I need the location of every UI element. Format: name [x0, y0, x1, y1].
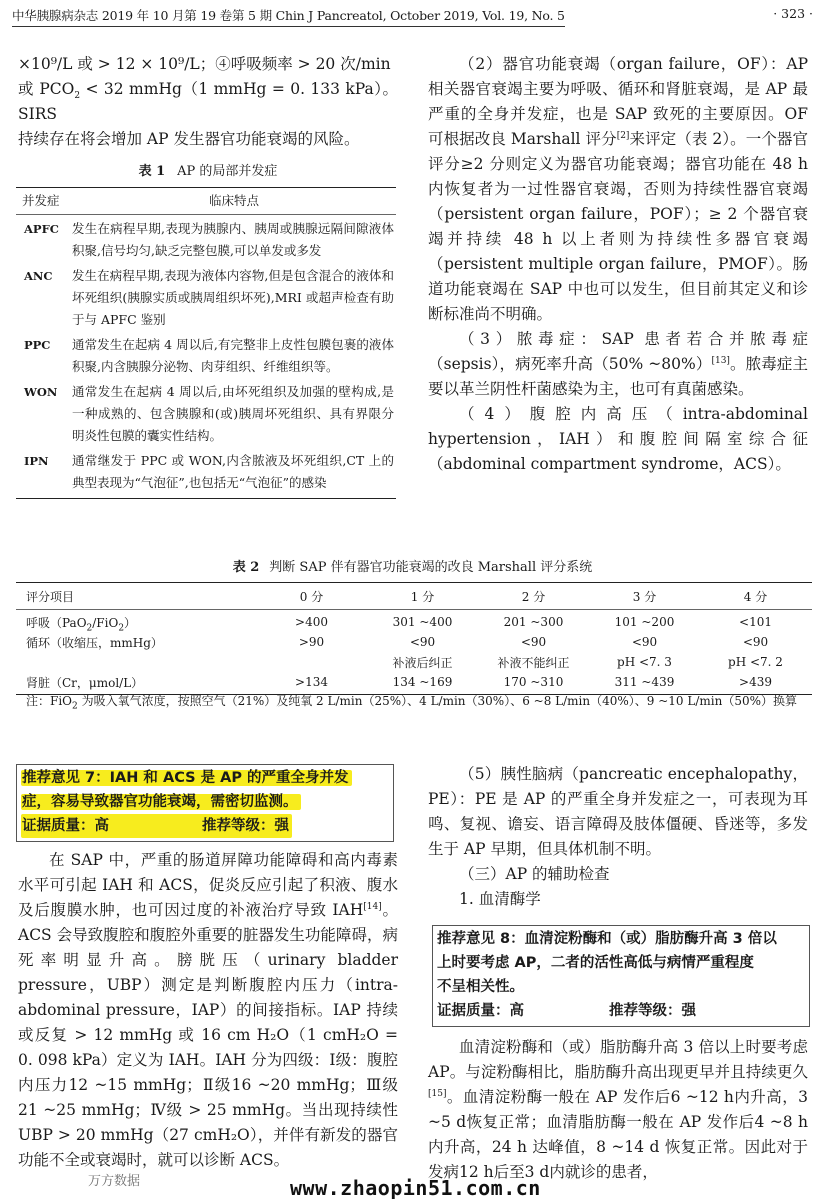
pe-paragraph: （5）胰性脑病（pancreatic encephalopathy，PE）：PE 是 AP 的严重全身并发症之一，可表现为耳鸣、复视、谵妄、语言障碍及肢体僵硬、昏迷等，多发生于 AP 早期，但具体机制不明。 — [428, 765, 808, 858]
table2-header-score3: 3 分 — [632, 589, 657, 604]
left-column-bottom — [18, 848, 398, 1173]
table2-header-item: 评分项目 — [26, 589, 75, 604]
citation-ref: [15] — [428, 1088, 447, 1099]
subscript: 2 — [86, 622, 93, 633]
table-row — [16, 652, 812, 672]
text: 来评定（表 2）。一个器官评分≥2 分则定义为器官功能衰竭；器官功能在 48 h 内恢复者为一过性器官衰竭，否则为持续性器官衰竭（persistent organ failure，POF）；≥ 2 个器官衰竭并持续 48 h 以上者则为持续性多器官衰竭（persistent multiple organ failure，PMOF）。肠道功能衰竭在 SAP 中也可以发生，但目前其定义和诊断标准尚不明确。 — [428, 130, 809, 323]
table2-cell: 134 ~169 — [392, 675, 453, 689]
right-column-top — [428, 52, 808, 477]
sirs-line-3: 持续存在将会增加 AP 发生器官功能衰竭的风险。 — [18, 130, 360, 148]
text: 。ACS 会导致腹腔和腹腔外重要的脏器发生功能障碍，病死率明显升高。膀胱压（urinary bladder pressure，UBP）测定是判断腹腔内压力（intra-abdominal pressure，IAP）的间接指标。IAP 持续或反复 > 12 mmHg 或 16 cm H₂O（1 cmH₂O = 0. 098 kPa）定义为 IAH。IAH 分为四级：Ⅰ级：腹腔内压力12 ~15 mmHg；Ⅱ级16 ~20 mmHg；Ⅲ级21 ~25 mmHg；Ⅳ级 > 25 mmHg。当出现持续性 UBP > 20 mmHg（27 cmH₂O），并伴有新发的器官功能不全或衰竭时，就可以诊断 ACS。 — [18, 901, 398, 1169]
subsection-heading: 1. 血清酶学 — [459, 890, 541, 908]
table2-cell: 170 ~310 — [503, 675, 564, 689]
wanfang-watermark: 万方数据 — [88, 1174, 141, 1189]
table2-header — [16, 583, 812, 610]
citation-ref: [13] — [711, 355, 730, 366]
page-number: · 323 · — [773, 6, 813, 21]
table-row — [16, 262, 396, 331]
table1-desc: 通常发生在起病 4 周以后,由坏死组织及加强的壁构成,是一种成熟的、包含胰腺和(或)胰周坏死组织、具有界限分明炎性包膜的囊实性结构。 — [72, 384, 394, 443]
table2-cell: >90 — [298, 635, 325, 649]
text: < 32 mmHg（1 mmHg = 0. 133 kPa）。SIRS — [18, 80, 398, 123]
rec7-highlight-grade — [21, 814, 292, 838]
table-row — [16, 632, 812, 652]
rec7-line-2 — [21, 790, 389, 814]
table2-cell: 201 ~300 — [503, 615, 564, 629]
table2-header-score1: 1 分 — [410, 589, 435, 604]
running-head — [12, 4, 813, 26]
table1 — [16, 187, 396, 499]
table2 — [16, 582, 812, 695]
rec8-line-3: 不呈相关性。 — [437, 979, 524, 995]
rec8-line-1: 推荐意见 8：血清淀粉酶和（或）脂肪酶升高 3 倍以 — [437, 931, 777, 947]
evidence-quality: 证据质量：高 — [437, 1003, 524, 1019]
table2-item-respiration — [16, 614, 256, 631]
table2-cell: 补液不能纠正 — [497, 655, 570, 670]
table-row — [16, 331, 396, 378]
table1-abbr: PPC — [24, 338, 51, 352]
site-url-watermark: www.zhaopin51.com.cn — [290, 1176, 541, 1200]
recommendation-8-box — [432, 925, 810, 1027]
table2-cell: pH <7. 2 — [728, 655, 783, 669]
table2-cell: 311 ~439 — [614, 675, 675, 689]
text: （3）脓毒症：SAP 患者若合并脓毒症（sepsis），病死率升高（50% ~80%） — [428, 330, 808, 373]
sirs-line-2 — [18, 77, 398, 127]
text: 。血清淀粉酶一般在 AP 发作后6 ~12 h内升高，3 ~5 d恢复正常；血清脂肪酶一般在 AP 发作后4 ~8 h 内升高，24 h 达峰值，8 ~14 d 恢复正常。因此对于发病12 h后至3 d内就诊的患者， — [428, 1088, 808, 1181]
highlighted-text: 推荐意见 7：IAH 和 ACS 是 AP 的严重全身并发 — [21, 770, 352, 786]
text: 血清淀粉酶和（或）脂肪酶升高 3 倍以上时要考虑 AP。与淀粉酶相比，脂肪酶升高出现更早并且持续更久 — [428, 1038, 808, 1081]
table1-abbr: APFC — [24, 222, 59, 236]
table1-header-complication: 并发症 — [22, 193, 60, 208]
rec8-line-2: 上时要考虑 AP，二者的活性高低与病情严重程度 — [437, 955, 754, 971]
text: 呼吸（PaO — [26, 615, 87, 630]
table2-header-score0: 0 分 — [299, 589, 324, 604]
table2-item-circulation: 循环（收缩压，mmHg） — [26, 635, 163, 650]
recommendation-grade: 推荐等级：强 — [609, 1003, 696, 1019]
rec7-line-1 — [21, 766, 389, 790]
table1-label: 表 1 — [138, 164, 166, 179]
text: 注：FiO — [26, 694, 73, 708]
recommendation-7-box — [16, 764, 394, 842]
table1-desc: 通常发生在起病 4 周以后,有完整非上皮性包膜包裹的液体积聚,内含胰腺分泌物、肉芽组织、纤维组织等。 — [72, 337, 394, 374]
table1-abbr: ANC — [24, 269, 53, 283]
text: ） — [124, 615, 137, 630]
table-row — [16, 672, 812, 692]
table1-caption — [18, 160, 398, 179]
right-column-bottom-enzyme — [428, 1035, 808, 1185]
rec7-grade-row — [21, 814, 389, 838]
table2-label: 表 2 — [232, 560, 260, 575]
table2-item-kidney: 肾脏（Cr，μmol/L） — [26, 675, 144, 690]
right-column-bottom-top — [428, 762, 808, 912]
table2-cell: pH <7. 3 — [617, 655, 672, 669]
iah-paragraph: （4）腹腔内高压（intra-abdominal hypertension，IAH）和腹腔间隔室综合征（abdominal compartment syndrome，ACS）。 — [428, 405, 808, 473]
organ-failure-paragraph — [428, 52, 808, 327]
sepsis-paragraph — [428, 327, 808, 402]
table1-header — [16, 188, 396, 215]
enzyme-paragraph — [428, 1035, 808, 1185]
table2-cell: 补液后纠正 — [392, 655, 453, 670]
table1-desc: 发生在病程早期,表现为液体内容物,但是包含混合的液体和坏死组织(胰腺实质或胰周组织坏死),MRI 或超声检查有助于与 APFC 鉴别 — [72, 268, 394, 327]
table2-header-score4: 4 分 — [743, 589, 768, 604]
table2-caption — [0, 556, 825, 575]
citation-ref: [14] — [363, 901, 382, 912]
table2-cell: <90 — [409, 635, 436, 649]
table2-cell: <101 — [739, 615, 772, 629]
table-row — [16, 378, 396, 447]
text: （2）器官功能衰竭（organ failure，OF）：AP 相关器官衰竭主要为呼吸、循环和肾脏衰竭，是 AP 最严重的全身并发症，也是 SAP 致死的主要原因。OF 可根据改良 Marshall 评分 — [428, 55, 808, 148]
table-row — [16, 215, 396, 262]
section-heading: （三）AP 的辅助检查 — [459, 865, 610, 883]
text: 。脓毒症主要以革兰阴性杆菌感染为主，也可有真菌感染。 — [428, 355, 808, 398]
sirs-line-1: ×10⁹/L 或 > 12 × 10⁹/L；④呼吸频率 > 20 次/min — [18, 55, 391, 73]
text: 在 SAP 中，严重的肠道屏障功能障碍和高内毒素水平可引起 IAH 和 ACS，促炎反应引起了积液、腹水及后腹膜水肿，也可因过度的补液治疗导致 IAH — [18, 851, 398, 919]
left-column-top — [18, 52, 398, 152]
table1-abbr: IPN — [24, 454, 49, 468]
table2-cell: 101 ~200 — [614, 615, 675, 629]
table-row — [16, 447, 396, 498]
table2-cell: >134 — [295, 675, 328, 689]
table2-cell: <90 — [520, 635, 547, 649]
table2-cell: 301 ~400 — [392, 615, 453, 629]
text: 或 PCO — [18, 80, 75, 98]
table-row — [16, 612, 812, 632]
journal-citation: 中华胰腺病杂志 2019 年 10 月第 19 卷第 5 期 Chin J Pancreatol, October 2019, Vol. 19, No. 5 — [12, 6, 565, 27]
table2-header-score2: 2 分 — [521, 589, 546, 604]
table2-cell: >400 — [295, 615, 328, 629]
table1-header-features: 临床特点 — [208, 193, 259, 208]
table2-title: 判断 SAP 伴有器官功能衰竭的改良 Marshall 评分系统 — [269, 560, 593, 575]
evidence-quality: 证据质量：高 — [22, 818, 109, 834]
table2-cell: <90 — [631, 635, 658, 649]
subscript: 2 — [74, 91, 81, 102]
table2-cell: <90 — [742, 635, 769, 649]
subscript: 2 — [72, 701, 78, 712]
table1-desc: 通常继发于 PPC 或 WON,内含脓液及坏死组织,CT 上的典型表现为“气泡征”,也包括无“气泡征”的感染 — [72, 453, 394, 490]
table2-cell: >439 — [739, 675, 772, 689]
iah-acs-paragraph — [18, 848, 398, 1173]
table1-title: AP 的局部并发症 — [177, 164, 278, 179]
recommendation-grade: 推荐等级：强 — [202, 818, 289, 834]
rec8-grade-row — [437, 999, 805, 1023]
citation-ref: [2] — [616, 130, 630, 141]
table1-desc: 发生在病程早期,表现为胰腺内、胰周或胰腺远隔间隙液体积聚,信号均匀,缺乏完整包膜,可以单发或多发 — [72, 221, 394, 258]
highlighted-text: 症，容易导致器官功能衰竭，需密切监测。 — [21, 794, 301, 810]
text: /FiO — [92, 615, 119, 630]
text: 为吸入氧气浓度，按照空气（21%）及纯氧 2 L/min（25%）、4 L/min（30%）、6 ~8 L/min（40%）、9 ~10 L/min（50%）换算 — [77, 694, 798, 708]
table1-abbr: WON — [24, 385, 58, 399]
table2-note — [26, 692, 798, 712]
subscript: 2 — [118, 622, 125, 633]
